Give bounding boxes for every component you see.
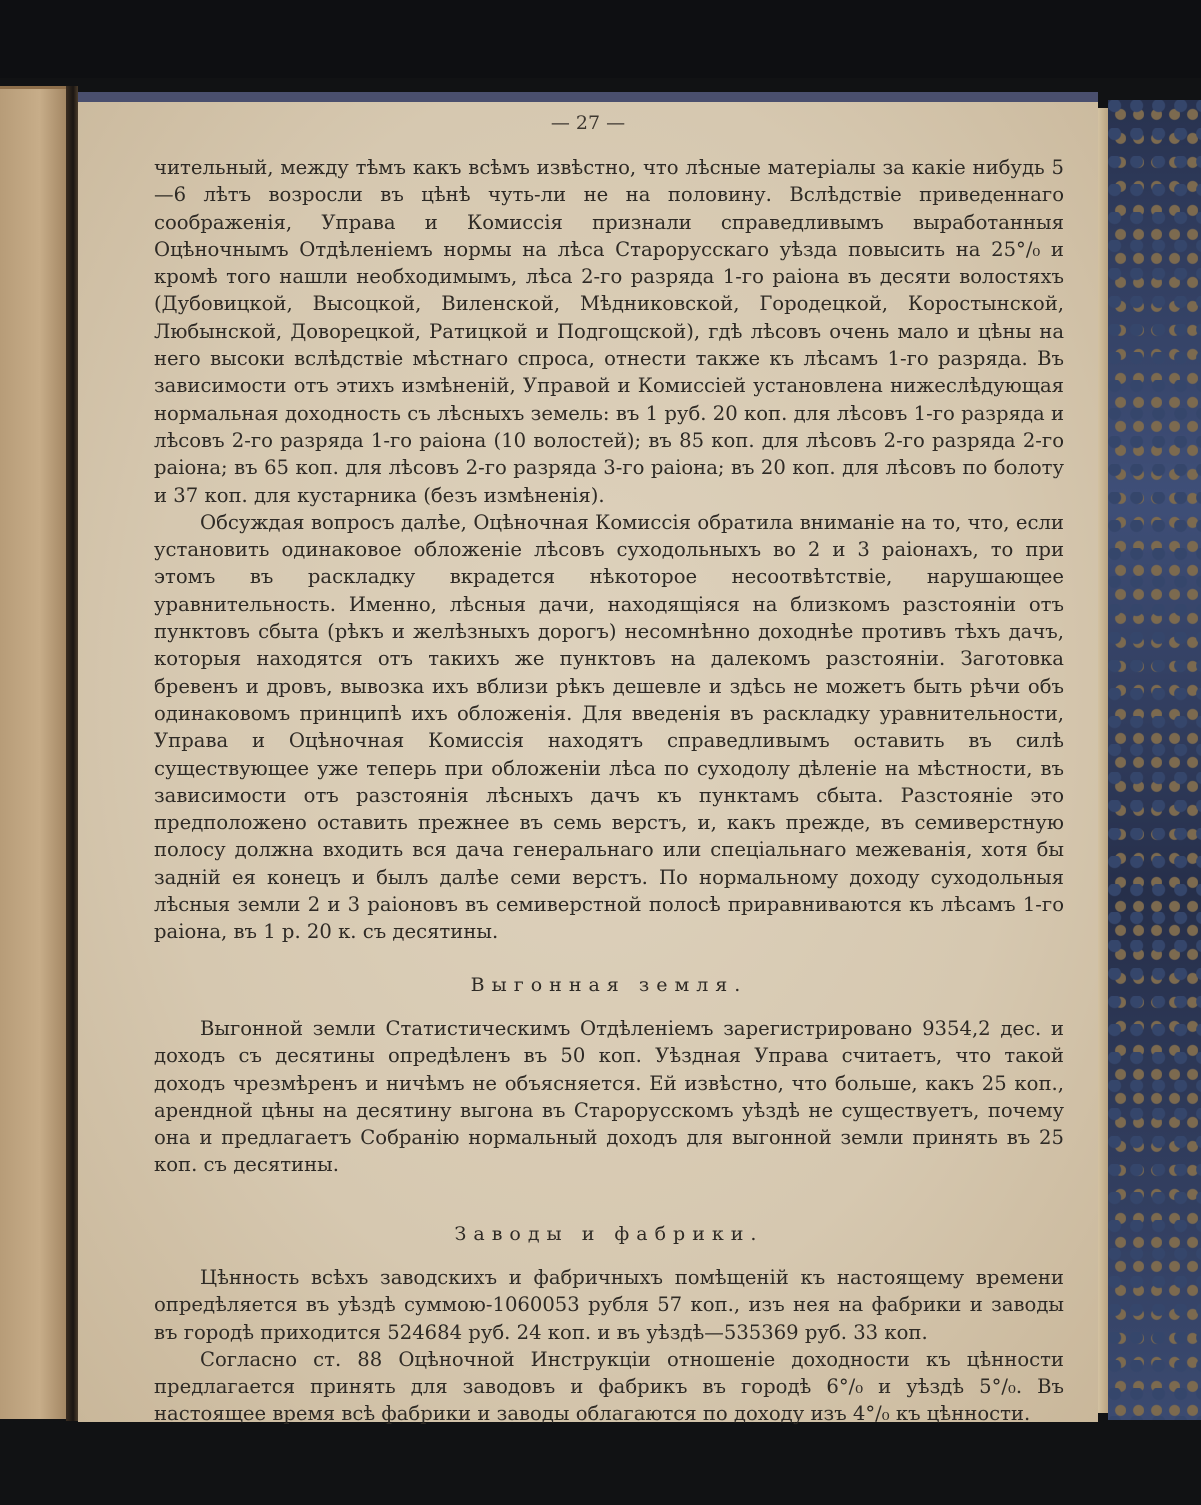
paragraph-pasture: Выгонной земли Статистическимъ Отдѣленіемъ зарегистрировано 9354,2 дес. и доходъ съ десятины опредѣленъ въ 50 коп. Уѣздная Управа считаетъ, что такой доходъ чрезмѣренъ и ничѣмъ не объясняется. Ей извѣстно, что больше, какъ 25 коп., арендной цѣны на десятину выгона въ Старорусскомъ уѣздѣ не существуетъ, почему она и предлагаетъ Собранію нормальный доходъ для выгонной земли принять въ 25 коп. съ десятины. [154, 1016, 1064, 1177]
section-heading-pasture: Выгонная земля. [470, 973, 748, 996]
page-text [154, 154, 1064, 1428]
paragraph-forest-norms: чительный, между тѣмъ какъ всѣмъ извѣстно, что лѣсные матеріалы за какіе нибудь 5—6 лѣтъ возросли въ цѣнѣ чуть-ли не на половину. Вслѣдствіе приведеннаго соображенія, Управа и Комиссія признали справедливымъ выработанныя Оцѣночнымъ Отдѣленіемъ нормы на лѣса Старорусскаго уѣзда повысить на 25°/₀ и кромѣ того нашли необходимымъ, лѣса 2-го разряда 1-го раіона въ десяти волостяхъ (Дубовицкой, Высоцкой, Виленской, Мѣдниковской, Городецкой, Коростынской, Любынской, Доворецкой, Ратицкой и Подгощской), гдѣ лѣсовъ очень мало и цѣны на него высоки вслѣдствіе мѣстнаго спроса, отнести также къ лѣсамъ 1-го разряда. Въ зависимости отъ этихъ измѣненій, Управой и Комиссіей установлена нижеслѣдующая нормальная доходность съ лѣсныхъ земель: въ 1 руб. 20 коп. для лѣсовъ 1-го разряда и лѣсовъ 2-го разряда 1-го раіона (10 волостей); въ 85 коп. для лѣсовъ 2-го разряда 2-го раіона; въ 65 коп. для лѣсовъ 2-го разряда 3-го раіона; въ 20 коп. для лѣсовъ по болоту и 37 коп. для кустарника (безъ измѣненія). [154, 156, 1064, 507]
paragraph-factories-value: Цѣнность всѣхъ заводскихъ и фабричныхъ помѣщеній къ настоящему времени опредѣляется въ уѣздѣ суммою-1060053 рубля 57 коп., изъ нея на фабрики и заводы въ городѣ приходится 524684 руб. 24 коп. и въ уѣздѣ—535369 руб. 33 коп. [154, 1265, 1064, 1344]
page-number: — 27 — [550, 112, 626, 134]
left-page-edge [0, 86, 72, 1419]
book-page [78, 92, 1098, 1426]
section-heading-factories: Заводы и фабрики. [454, 1222, 764, 1245]
paragraph-factories-ratio: Согласно ст. 88 Оцѣночной Инструкціи отношеніе доходности къ цѣнности предлагается принять для заводовъ и фабрикъ въ городѣ 6°/₀ и уѣздѣ 5°/₀. Въ настоящее время всѣ фабрики и заводы облагаются по доходу изъ 4°/₀ къ цѣнности. [154, 1347, 1064, 1426]
marbled-cover [1108, 100, 1201, 1420]
background-top [0, 0, 1201, 78]
book-spine [66, 86, 78, 1421]
paragraph-forest-commission: Обсуждая вопросъ далѣе, Оцѣночная Комиссія обратила вниманіе на то, что, если установить одинаковое обложеніе лѣсовъ суходольныхъ во 2 и 3 раіонахъ, то при этомъ въ раскладку вкрадется нѣкоторое несоотвѣтствіе, нарушающее уравнительность. Именно, лѣсныя дачи, находящіяся на близкомъ разстояніи отъ пунктовъ сбыта (рѣкъ и желѣзныхъ дорогъ) несомнѣнно доходнѣе противъ тѣхъ дачъ, которыя находятся отъ такихъ же пунктовъ на далекомъ разстояніи. Заготовка бревенъ и дровъ, вывозка ихъ вблизи рѣкъ дешевле и здѣсь не можетъ быть рѣчи объ одинаковомъ принципѣ ихъ обложенія. Для введенія въ раскладку уравнительности, Управа и Оцѣночная Комиссія находятъ справедливымъ оставить въ силѣ существующее уже теперь при обложеніи лѣса по суходолу дѣленіе на мѣстности, въ зависимости отъ разстоянія лѣсныхъ дачъ къ пунктамъ сбыта. Разстояніе это предположено оставить прежнее въ семь верстъ, и, какъ прежде, въ семиверстную полосу должна входить вся дача генеральнаго или спеціальнаго межеванія, хотя бы задній ея конецъ и былъ далѣе семи верстъ. По нормальному доходу суходольныя лѣсныя земли 2 и 3 раіоновъ въ семиверстной полосѣ приравниваются къ лѣсамъ 1-го раіона, въ 1 р. 20 к. съ десятины. [154, 510, 1064, 944]
